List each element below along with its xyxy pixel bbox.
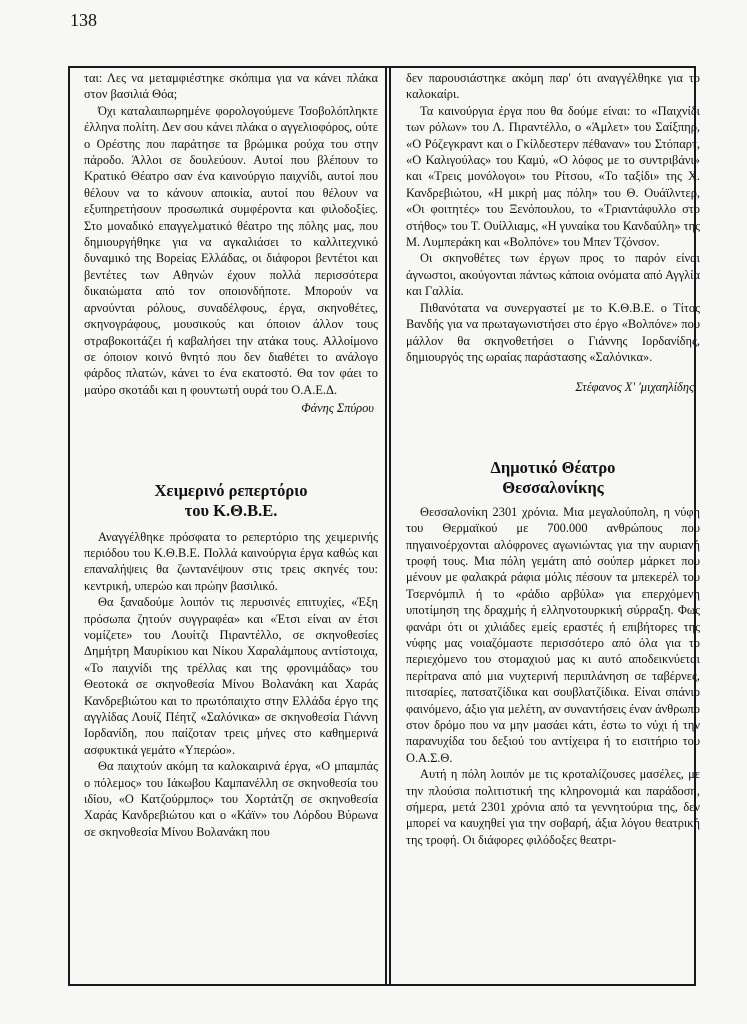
article-title-repertoire: [84, 481, 378, 521]
left-column: [84, 70, 378, 840]
article-paragraph: Θα ξαναδούμε λοιπόν τις περυσινές επιτυχίες, «Έξη πρόσωπα ζητούν συγγραφέα» και «Έτσι είναι αν έτσι νομίζετε» του Λουίτζι Πιραντέλλο, σε σκηνοθεσίες Δημήτρη Μαυρίκιου και Νίκου Χαραλάμπους αντίστοιχα, «Το παιχνίδι της τρέλλας και της φρονιμάδας» του Θεοτοκά σε σκηνοθεσία Μίνου Βολανάκη και Χαράς Κανδρεβιώτου και το πρωτόπαιχτο στην Ελλάδα έργο της αγγλίδας Λουίζ Πέητζ «Σαλόνικα» σε σκηνοθεσία Γιάννη Ιορδανίδη, που παίζοταν τρεις μήνες στο καθημερινά ασφυκτικά γεμάτο «Υπερώο».: [84, 595, 378, 757]
article-paragraph: Αυτή η πόλη λοιπόν με τις κροταλίζουσες μασέλες, με την πλούσια πολιτιστική της κληρονομιά και παράδοση, σήμερα, μετά 2301 χρόνια από τα γεννητούρια της, δεν μπορεί να καυχηθεί για την σοβαρή, άξια λόγου θεατρική της τροφή. Οι διάφορες φιλόδοξες θεατρι-: [406, 767, 700, 847]
article-title-line: Χειμερινό ρεπερτόριο: [154, 480, 308, 500]
article-paragraph: Αναγγέλθηκε πρόσφατα το ρεπερτόριο της χειμερινής περιόδου του Κ.Θ.Β.Ε. Πολλά καινούργια έργα καθώς και επαναλήψεις θα ζωντανέψουν στις τρεις σκηνές του: κεντρική, υπερώο και πρώην βασιλικό.: [84, 529, 378, 593]
article-paragraph: Οι σκηνοθέτες των έργων προς το παρόν είναι άγνωστοι, ακούγονται πάντως κάποια ονόματα από Αγγλία και Γαλλία.: [406, 251, 700, 299]
right-column: [406, 70, 700, 848]
article-title-line: Θεσσαλονίκης: [502, 477, 604, 497]
column-divider: [385, 66, 391, 986]
letter-paragraph: ται: Λες να μεταμφιέστηκε σκόπιμα για να κάνει πλάκα στον βασιλιά Θόα;: [84, 71, 378, 102]
letter-signature: Φάνης Σπύρου: [301, 401, 374, 416]
page-number: 138: [70, 10, 97, 30]
article-title-line: Δημοτικό Θέατρο: [490, 457, 616, 477]
article-title-municipal-theatre: [406, 458, 700, 498]
article-paragraph: Θα παιχτούν ακόμη τα καλοκαιρινά έργα, «Ο μπαμπάς ο πόλεμος» του Ιάκωβου Καμπανέλλη σε σκηνοθεσία του ιδίου, «Ο Κατζούρμπος» του Χορτάτζη σε σκηνοθεσία Χαράς Κανδρεβιώτου και ο «Κάϊν» του Λόρδου Βύρωνα σε σκηνοθεσία Μίνου Βολανάκη που: [84, 759, 378, 839]
article-title-line: του Κ.Θ.Β.Ε.: [184, 500, 278, 520]
article-paragraph: Τα καινούργια έργα που θα δούμε είναι: το «Παιχνίδι των ρόλων» του Λ. Πιραντέλλο, ο «Άμλετ» του Σαίξπηρ, «Ο Ρόζεγκραντ και ο Γκίλδεστερν πέθαναν» του Στόπαρτ, «Ο Καλιγούλας» του Καμύ, «Ο λόφος με το συντριβάνι» και «Τρεις μονόλογοι» του Ρίτσου, «Το ταξίδι» της Χ. Κανδρεβιώτου, «Η μικρή μας πόλη» του Θ. Ουάϊλντερ, «Οι φοιτητές» του Ξενόπουλου, το «Τριαντάφυλλο στο στήθος» του Τ. Ουίλλιαμς, «Η γυναίκα του Κανδαύλη» της Μ. Λυμπεράκη και «Βολπόνε» του Μπεν Τζόνσον.: [406, 103, 700, 250]
article-paragraph: δεν παρουσιάστηκε ακόμη παρ' ότι αναγγέλθηκε για το καλοκαίρι.: [406, 71, 700, 102]
letter-paragraph: Όχι καταλαιπωρημένε φορολογούμενε Τσοβολόπληκτε έλληνα πολίτη. Δεν σου κάνει πλάκα ο αγγελιοφόρος, ούτε ο Ορέστης που παράτησε τα βρώμικα ρούχα του στην πάροδο. Άλλοι σε δουλεύουν. Αυτοί που βλέπουν το Κρατικό Θέατρο σαν ένα καινούργιο παιχνίδι, αυτοί που θέλουν να το κάνουν αποικία, αυτοί που θέλουν να εξυπηρετήσουν προσωπικά συμφέροντα και φιλοδοξίες. Στο μοναδικό επαγγελματικό θέατρο της πόλης μας, που δημιουργήθηκε για να αγκαλιάσει το καλλιτεχνικό δυναμικό της Βορείας Ελλάδας, οι διάφοροι βεντέτοι και βεντέτες των Αθηνών έχουν πολλά περισσότερα δικαιώματα από τον οποιονδήποτε. Μπορούν να αρνούνται ρόλους, συναδέλφους, έργα, σκηνοθέτες, σκηνογράφους, μουσικούς και όποιον άλλον τους στραβοκοιτάζει ή καβαλήσει την ατάκα τους. Αλλοίμονο σε όποιον κοινό θνητό που δεν διαθέτει το ανάλογο φάρδος πλατών, κάνει το ένα εκατοστό. Θα τον φάει το μαύρο σκοτάδι και η φουντωτή ουρά του Ο.Α.Ε.Δ.: [84, 103, 378, 397]
article-signature: Στέφανος Χ' 'μιχαηλίδης: [575, 380, 694, 395]
article-paragraph: Θεσσαλονίκη 2301 χρόνια. Μια μεγαλούπολη, η νύφη του Θερμαϊκού με 700.000 ανθρώπους που πηγαινοέρχονται αλόφρονες αγωνιώντας για την αυριανή τροφή τους. Μια πόλη γεμάτη από σούπερ μάρκετ που μένουν με φαλακρά ράφια μόλις πέσουν τα μπεκερέλ του Τσερνόμπιλ ή το «ράδιο αρβύλα» για επερχόμενη υποτίμηση της δραχμής ή ελληνοτουρκική σύρραξη. Φως φανάρι ότι οι χιλιάδες εμείς εραστές ή επιβήτορες της νύφης μας νοιαζόμαστε περισσότερο από όλα για το περιεχόμενο του στομαχιού μας κι αυτό αποδεικνύεται περίτρανα από μια νυχτερινή περιπλάνηση σε ταβέρνες, πιτσαρίες, πατσατζίδικα και σουβλατζίδικα. Είναι σπάνιο φαινόμενο, άξιο για μελέτη, αν συναντήσεις έναν άνθρωπο στον δρόμο που να μην μασάει κάτι, έστω το νύχι ή την παρανυχίδα του δεξιού του αντίχειρα ή το εισιτήριο του Ο.Α.Σ.Θ.: [406, 504, 700, 765]
article-paragraph: Πιθανότατα να συνεργαστεί με το Κ.Θ.Β.Ε. ο Τίτος Βανδής για να πρωταγωνιστήσει στο έργο «Βολπόνε» που μάλλον θα σκηνοθετήσει ο Γιάννης Ιορδανίδης, δημιουργός της ωραίας παράστασης «Σαλόνικα».: [406, 300, 700, 364]
